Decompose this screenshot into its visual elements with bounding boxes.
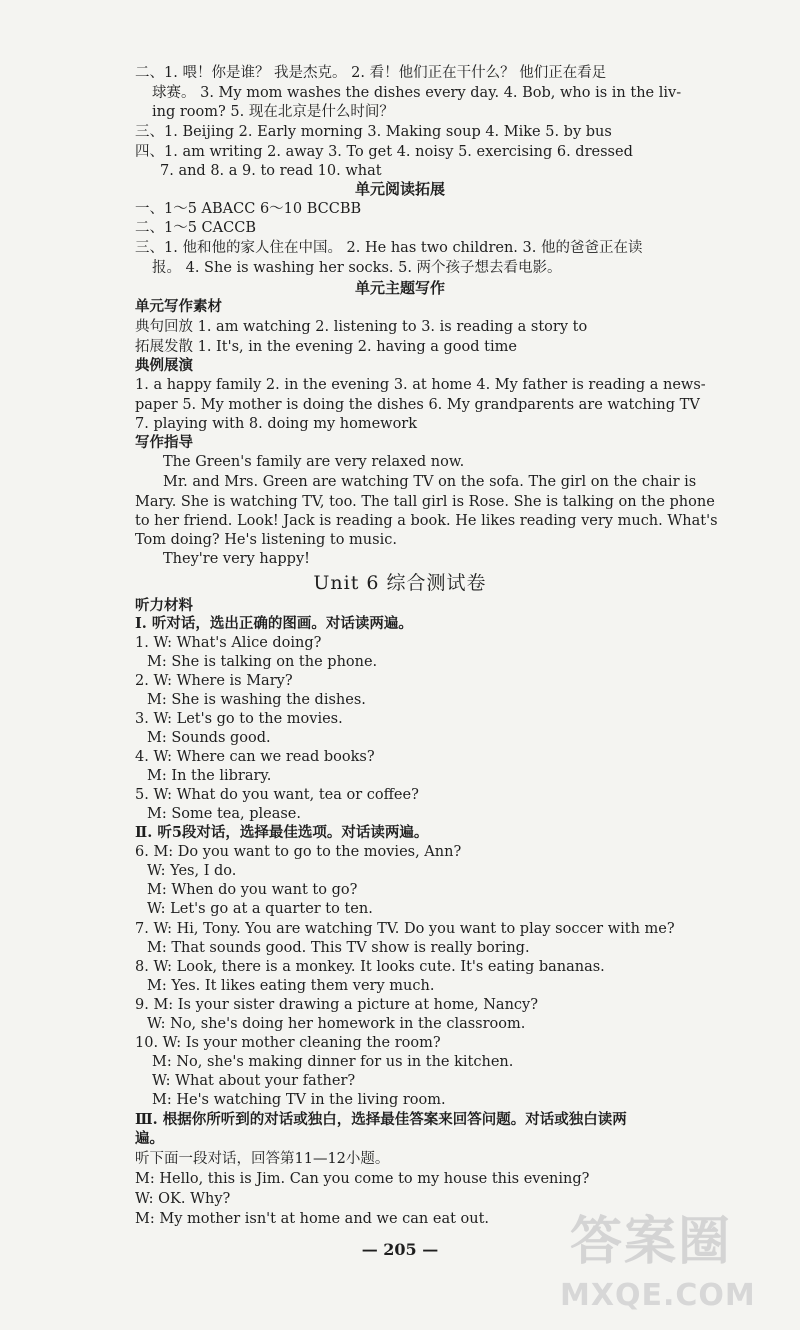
text-line: 7. playing with 8. doing my homework <box>135 416 418 432</box>
text-line: W: Let's go at a quarter to ten. <box>147 901 373 917</box>
text-line: M: In the library. <box>147 768 272 784</box>
text-line: M: Hello, this is Jim. Can you come to my house this evening? <box>135 1171 590 1187</box>
text-line: ing room? 5. 现在北京是什么时间？ <box>152 104 394 120</box>
unit-title: Unit 6 综合测试卷 <box>313 572 487 594</box>
text-line: M: She is talking on the phone. <box>147 654 378 670</box>
text-line: M: When do you want to go? <box>147 882 358 898</box>
watermark-site: MXQE.COM <box>560 1278 756 1313</box>
text-line: 1. W: What's Alice doing? <box>135 635 322 651</box>
text-line: M: Some tea, please. <box>147 806 301 822</box>
text-line: 9. M: Is your sister drawing a picture at home, Nancy? <box>135 997 539 1013</box>
text-line: 拓展发散 1. It's, in the evening 2. having a good time <box>135 339 517 355</box>
text-line: W: What about your father? <box>152 1073 356 1089</box>
text-line: M: He's watching TV in the living room. <box>152 1092 446 1108</box>
text-line: M: She is washing the dishes. <box>147 692 366 708</box>
text-line: W: No, she's doing her homework in the classroom. <box>147 1016 526 1032</box>
text-line: M: Sounds good. <box>147 730 271 746</box>
text-line: M: Yes. It likes eating them very much. <box>147 978 435 994</box>
text-line: paper 5. My mother is doing the dishes 6. My grandparents are watching TV <box>135 397 700 413</box>
text-line: 7. and 8. a 9. to read 10. what <box>160 163 382 179</box>
text-line: 遍。 <box>135 1130 164 1147</box>
text-line: 写作指导 <box>135 434 193 451</box>
text-line: 典句回放 1. am watching 2. listening to 3. is reading a story to <box>135 319 588 335</box>
text-line: 6. M: Do you want to go to the movies, Ann? <box>135 844 462 860</box>
text-line: 单元写作素材 <box>135 298 222 315</box>
text-line: Ⅰ. 听对话，选出正确的图画。对话读两遍。 <box>135 615 413 632</box>
text-line: 10. W: Is your mother cleaning the room? <box>135 1035 441 1051</box>
text-line: W: OK. Why? <box>135 1191 231 1207</box>
text-line: 3. W: Let's go to the movies. <box>135 711 343 727</box>
text-line: Ⅱ. 听5段对话，选择最佳选项。对话读两遍。 <box>135 824 429 841</box>
text-line: M: That sounds good. This TV show is really boring. <box>147 940 530 956</box>
text-line: 4. W: Where can we read books? <box>135 749 375 765</box>
text-line: The Green's family are very relaxed now. <box>163 454 465 470</box>
page-number: — 205 — <box>361 1240 439 1259</box>
text-line: They're very happy! <box>163 551 310 567</box>
text-line: 报。 4. She is washing her socks. 5. 两个孩子想去看电影。 <box>152 260 562 276</box>
text-line: 一、1～5 ABACC 6～10 BCCBB <box>135 201 362 217</box>
watermark <box>560 1212 790 1322</box>
text-line: Mary. She is watching TV, too. The tall girl is Rose. She is talking on the phone <box>135 494 715 510</box>
watermark-logo: 答案圈 <box>570 1212 733 1272</box>
text-line: Ⅲ. 根据你所听到的对话或独白，选择最佳答案来回答问题。对话或独白读两 <box>135 1111 627 1128</box>
text-line: 8. W: Look, there is a monkey. It looks cute. It's eating bananas. <box>135 959 605 975</box>
text-line: W: Yes, I do. <box>147 863 237 879</box>
text-line: 二、1～5 CACCB <box>135 220 256 236</box>
text-line: 听下面一段对话，回答第11—12小题。 <box>135 1151 390 1167</box>
section-heading: 单元阅读拓展 <box>354 180 445 198</box>
text-line: 三、1. Beijing 2. Early morning 3. Making soup 4. Mike 5. by bus <box>135 124 612 140</box>
text-line: 1. a happy family 2. in the evening 3. at home 4. My father is reading a news- <box>135 377 706 393</box>
section-heading: 单元主题写作 <box>354 279 445 297</box>
text-line: M: My mother isn't at home and we can eat out. <box>135 1211 490 1227</box>
text-line: 7. W: Hi, Tony. You are watching TV. Do you want to play soccer with me? <box>135 921 675 937</box>
text-line: 典例展演 <box>135 357 193 374</box>
text-line: 2. W: Where is Mary? <box>135 673 293 689</box>
text-line: 二、1. 喂！你是谁？ 我是杰克。 2. 看！他们正在干什么？ 他们正在看足 <box>135 65 607 81</box>
text-line: M: No, she's making dinner for us in the kitchen. <box>152 1054 514 1070</box>
text-line: 5. W: What do you want, tea or coffee? <box>135 787 419 803</box>
text-line: Mr. and Mrs. Green are watching TV on the sofa. The girl on the chair is <box>163 474 697 490</box>
text-line: 四、1. am writing 2. away 3. To get 4. noisy 5. exercising 6. dressed <box>135 144 633 160</box>
text-line: Tom doing? He's listening to music. <box>135 532 397 548</box>
text-line: to her friend. Look! Jack is reading a book. He likes reading very much. What's <box>135 513 718 529</box>
text-line: 听力材料 <box>135 597 193 614</box>
text-line: 三、1. 他和他的家人住在中国。 2. He has two children. 3. 他的爸爸正在读 <box>135 240 643 256</box>
text-line: 球赛。 3. My mom washes the dishes every day. 4. Bob, who is in the liv- <box>152 85 682 101</box>
